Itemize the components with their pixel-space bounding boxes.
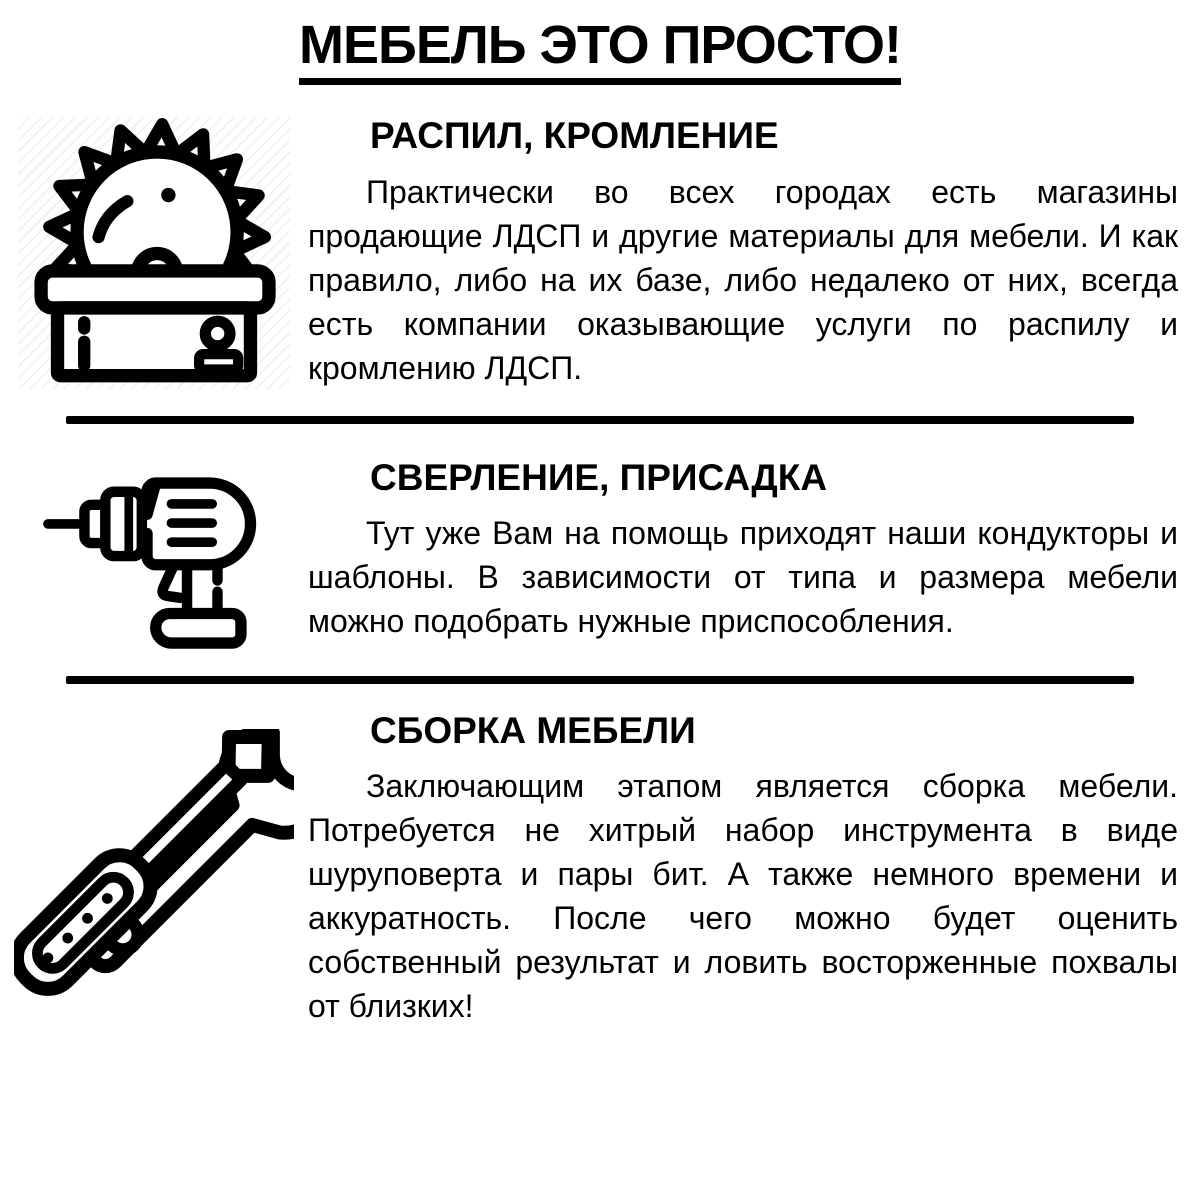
section-drilling-text — [308, 457, 1178, 644]
section-cutting-heading: РАСПИЛ, КРОМЛЕНИЕ — [370, 115, 779, 157]
section-cutting-icon-cell — [0, 117, 308, 389]
section-drilling — [0, 450, 1200, 650]
section-assembly-heading: СБОРКА МЕБЕЛИ — [370, 709, 696, 751]
section-assembly-text — [308, 710, 1178, 1029]
section-divider — [66, 416, 1134, 424]
header — [0, 16, 1200, 85]
section-assembly-body: Заключающим этапом является сборка мебели. Потребуется не хитрый набор инструмента в виде шуруповерта и пары бит. А также немного времени и аккуратность. После чего можно будет оценить собственный результат и ловить восторженные похвалы от близких! — [308, 768, 1178, 1025]
section-drilling-body: Тут уже Вам на помощь приходят наши кондукторы и шаблоны. В зависимости от типа и размера мебели можно подобрать нужные приспособления. — [308, 515, 1178, 640]
tools-icon — [14, 729, 294, 1009]
section-drilling-icon-cell — [0, 450, 308, 650]
section-divider — [66, 676, 1134, 684]
section-assembly — [0, 710, 1200, 1029]
page-title: МЕБЕЛЬ ЭТО ПРОСТО! — [299, 16, 901, 85]
section-cutting-text — [308, 115, 1178, 390]
drill-icon — [18, 450, 290, 650]
section-cutting — [0, 115, 1200, 390]
section-assembly-icon-cell — [0, 729, 308, 1009]
table-saw-icon — [18, 117, 290, 389]
section-drilling-heading: СВЕРЛЕНИЕ, ПРИСАДКА — [370, 456, 828, 498]
section-cutting-body: Практически во всех городах есть магазины продающие ЛДСП и другие материалы для мебели. И как правило, либо на их базе, либо недалеко от них, всегда есть компании оказывающие услуги по распилу и кромлению ЛДСП. — [308, 173, 1178, 386]
